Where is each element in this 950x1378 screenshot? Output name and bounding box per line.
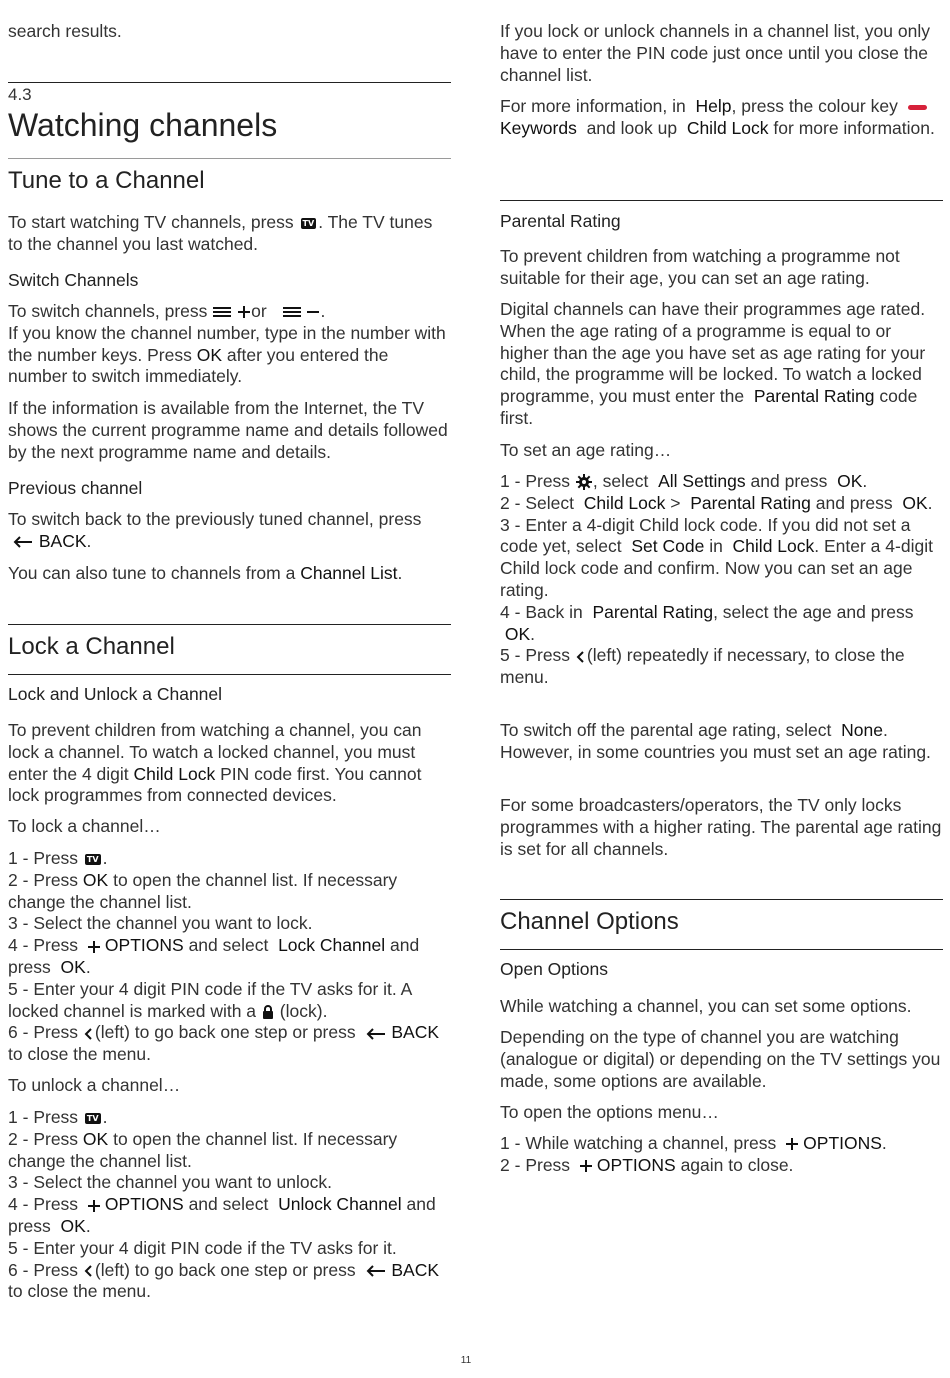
lock-icon [261, 1004, 275, 1020]
key-options: OPTIONS [596, 1154, 676, 1175]
red-colour-key-icon [908, 105, 927, 110]
step-number: 1 - [500, 1133, 521, 1153]
tv-key-icon: TV [86, 1113, 99, 1123]
text: and press [750, 471, 828, 491]
text: If you know the channel number, type in the number with the number keys. Press [8, 322, 446, 365]
text: To switch channels, press [8, 301, 208, 321]
options-plus-icon [87, 940, 101, 954]
channel-options-heading: Channel Options [500, 908, 679, 935]
text: To switch off the parental age rating, select [500, 720, 832, 740]
text: , press the colour key [731, 96, 898, 116]
text: . [397, 563, 403, 583]
text: You can also tune to channels from a [8, 563, 296, 583]
page-number: 11 [460, 1355, 472, 1366]
keyword-child-lock: Child Lock [686, 117, 769, 138]
text: Press [33, 869, 79, 890]
options-paragraph-3: To open the options menu… [500, 1102, 719, 1122]
text: to open the channel list. If necessary change the channel list. [8, 1128, 398, 1171]
options-plus-icon [579, 1159, 593, 1173]
keyword-help: Help [695, 96, 732, 116]
parental-divider [500, 200, 943, 201]
back-arrow-icon [365, 1264, 387, 1278]
step-number: 3 - [8, 913, 29, 934]
options-paragraph-1: While watching a channel, you can set some options. [500, 996, 912, 1016]
text: Enter your 4 digit PIN code if the TV asks for it. A locked channel is marked with a [8, 978, 412, 1021]
set-age-paragraph: To set an age rating… [500, 440, 672, 460]
tune-paragraph-3: If the information is available from the Internet, the TV shows the current programme name and details followed by the next programme name and details. [8, 398, 448, 462]
text: and select [188, 1194, 269, 1215]
step-number: 2 - [8, 869, 29, 890]
step-number: 5 - [8, 1237, 29, 1258]
text: Press [525, 471, 571, 491]
options-divider-top [500, 899, 943, 900]
step-number: 4 - [8, 1194, 29, 1215]
keyword-parental-rating: Parental Rating [592, 601, 714, 622]
text: Select [525, 492, 574, 513]
tv-key-icon: TV [302, 218, 315, 228]
keyword-lock-channel: Lock Channel [278, 935, 386, 956]
step-number: 4 - [8, 935, 29, 956]
lock-divider-bottom [8, 674, 451, 675]
text: and select [188, 935, 269, 956]
text: (left) to go back one step or press [94, 1259, 356, 1280]
text: for more information. [773, 117, 935, 138]
text: again to close. [680, 1154, 794, 1175]
paragraph-search-results: search results. [8, 21, 122, 41]
channel-list-icon [282, 305, 302, 319]
text: Press [33, 935, 79, 956]
chevron-left-icon [83, 1264, 95, 1278]
text: (lock). [279, 1000, 328, 1021]
text: . [85, 1215, 91, 1236]
tune-heading: Tune to a Channel [8, 167, 205, 194]
key-ok: OK [196, 344, 222, 365]
parental-paragraph-2 [500, 299, 943, 430]
text: after you entered the number to switch immediately. [8, 344, 389, 387]
to-unlock-paragraph: To unlock a channel… [8, 1075, 181, 1095]
step-number: 6 - [8, 1022, 29, 1043]
to-lock-paragraph: To lock a channel… [8, 816, 161, 836]
text: . [530, 623, 536, 644]
text: Select the channel you want to unlock. [33, 1172, 332, 1193]
switch-channels-heading: Switch Channels [8, 270, 139, 290]
lock-divider-top [8, 624, 451, 625]
options-paragraph-2: Depending on the type of channel you are watching (analogue or digital) or depending on the TV settings you made, some options are available. [500, 1027, 941, 1091]
keyword-none: None [841, 720, 883, 740]
keyword-unlock-channel: Unlock Channel [278, 1194, 402, 1215]
step-number: 1 - [8, 1107, 29, 1127]
parental-steps [500, 471, 943, 689]
options-plus-icon [87, 1199, 101, 1213]
text: Digital channels can have their programmes age rated. When the age rating of a programme is equal to or higher than the age you have set as age rating for your child, the programme will be locked. To watch a locked programme, you must enter the [500, 299, 926, 407]
keyword-set-code: Set Code [631, 536, 705, 557]
channel-list-paragraph [8, 563, 451, 585]
text: Back in [525, 601, 583, 622]
text: to open the channel list. If necessary change the channel list. [8, 869, 398, 912]
text: , select [592, 471, 649, 491]
key-back: BACK [391, 1259, 440, 1280]
text: Press [525, 1154, 571, 1175]
open-options-heading: Open Options [500, 959, 608, 979]
text: and press [8, 1194, 436, 1236]
step-number: 3 - [500, 514, 521, 535]
text: Press [33, 1194, 79, 1215]
text: PIN code first. You cannot lock programmes from connected devices. [8, 763, 422, 806]
tune-paragraph-1 [8, 212, 451, 256]
text: and press [8, 935, 420, 977]
text: . [881, 1133, 887, 1153]
step-number: 1 - [500, 471, 521, 491]
lock-unlock-note: If you lock or unlock channels in a channel list, you only have to enter the PIN code just once until you close the channel list. [500, 21, 930, 85]
keyword-parental-rating: Parental Rating [690, 492, 811, 513]
text: and press [815, 492, 893, 513]
keyword-child-lock: Child Lock [732, 536, 815, 557]
options-plus-icon [785, 1137, 799, 1151]
text: to close the menu. [8, 1281, 151, 1302]
text: and look up [586, 117, 678, 138]
text: To switch back to the previously tuned channel, press [8, 509, 422, 529]
text: Press [33, 1259, 79, 1280]
text: . Enter a 4-digit Child lock code and confirm. Now you can set an age rating. [500, 536, 933, 600]
text: . [102, 1107, 108, 1127]
text: . [86, 530, 92, 551]
text: , select the age and press [713, 601, 914, 622]
step-number: 5 - [500, 645, 521, 666]
switch-off-paragraph [500, 720, 943, 764]
key-back: BACK [391, 1022, 440, 1043]
text: Press [33, 848, 79, 868]
key-ok: OK [504, 623, 531, 644]
text: . [862, 471, 868, 491]
keyword-parental-rating: Parental Rating [753, 386, 875, 407]
step-number: 5 - [8, 978, 29, 999]
text: to close the menu. [8, 1044, 151, 1065]
text: Enter a 4-digit Child lock code. If you did not set a code yet, select [500, 514, 911, 557]
key-ok: OK [837, 471, 863, 491]
key-ok: OK [902, 492, 928, 513]
text: . [85, 956, 91, 977]
parental-rating-heading: Parental Rating [500, 211, 621, 231]
step-number: 2 - [8, 1128, 29, 1149]
lock-paragraph-1 [8, 720, 451, 807]
text: > [670, 492, 681, 513]
step-number: 2 - [500, 492, 521, 513]
key-ok: OK [82, 869, 109, 890]
text: While watching a channel, press [525, 1133, 777, 1153]
text: code first. [500, 386, 918, 428]
tv-key-icon: TV [86, 854, 99, 864]
section-number: 4.3 [8, 85, 32, 104]
text: To start watching TV channels, press [8, 212, 294, 232]
minus-icon [306, 305, 320, 319]
keyword-channel-list: Channel List [300, 563, 398, 583]
key-options: OPTIONS [104, 935, 184, 956]
text: Press [525, 645, 571, 666]
text: To prevent children from watching a channel, you can lock a channel. To watch a locked channel, you must enter the 4 digit [8, 720, 422, 784]
text: Select the channel you want to lock. [33, 913, 313, 934]
text: (left) to go back one step or press [94, 1022, 356, 1043]
text: . [927, 492, 933, 513]
previous-channel-heading: Previous channel [8, 478, 143, 498]
step-number: 1 - [8, 848, 29, 868]
key-options: OPTIONS [104, 1194, 184, 1215]
lock-heading: Lock a Channel [8, 633, 175, 660]
step-number: 2 - [500, 1154, 521, 1175]
previous-paragraph [8, 509, 451, 553]
lock-steps [8, 848, 451, 1066]
key-ok: OK [82, 1128, 109, 1149]
step-number: 3 - [8, 1172, 29, 1193]
text: Press [33, 1022, 79, 1043]
text: Press [33, 1128, 79, 1149]
options-steps [500, 1133, 943, 1177]
step-number: 4 - [500, 601, 521, 622]
key-ok: OK [60, 1215, 86, 1236]
keyword-child-lock: Child Lock [583, 492, 666, 513]
step-number: 6 - [8, 1259, 29, 1280]
more-info-paragraph [500, 96, 943, 140]
options-divider-bottom [500, 949, 943, 950]
channel-list-icon [212, 305, 232, 319]
lock-unlock-heading: Lock and Unlock a Channel [8, 684, 223, 704]
parental-paragraph-1: To prevent children from watching a programme not suitable for their age, you can set an age rating. [500, 246, 900, 288]
unlock-steps [8, 1107, 451, 1303]
keyword-child-lock: Child Lock [133, 763, 216, 784]
plus-icon [237, 305, 251, 319]
section-divider [8, 82, 451, 83]
text: . [102, 848, 108, 868]
switch-paragraph [8, 301, 451, 388]
text: Press [33, 1107, 79, 1127]
settings-gear-icon [575, 473, 593, 491]
text: For more information, in [500, 96, 686, 116]
back-arrow-icon [12, 535, 34, 549]
key-ok: OK [60, 956, 86, 977]
text: or [251, 301, 267, 321]
text: . The TV tunes to the channel you last watched. [8, 212, 433, 254]
title-divider [8, 158, 451, 159]
text: . [320, 301, 326, 321]
section-title: Watching channels [8, 107, 278, 143]
chevron-left-icon [83, 1027, 95, 1041]
text: . However, in some countries you must set an age rating. [500, 720, 931, 762]
keyword-keywords: Keywords [500, 117, 577, 138]
keyword-all-settings: All Settings [658, 471, 746, 491]
text: Enter your 4 digit PIN code if the TV asks for it. [33, 1237, 397, 1258]
chevron-left-icon [575, 650, 587, 664]
broadcasters-paragraph: For some broadcasters/operators, the TV only locks programmes with a higher rating. The parental age rating is set for all channels. [500, 795, 942, 859]
back-arrow-icon [365, 1027, 387, 1041]
text: in [709, 536, 723, 557]
text: (left) repeatedly if necessary, to close the menu. [500, 645, 905, 688]
key-options: OPTIONS [803, 1133, 882, 1153]
key-back: BACK [38, 530, 87, 551]
